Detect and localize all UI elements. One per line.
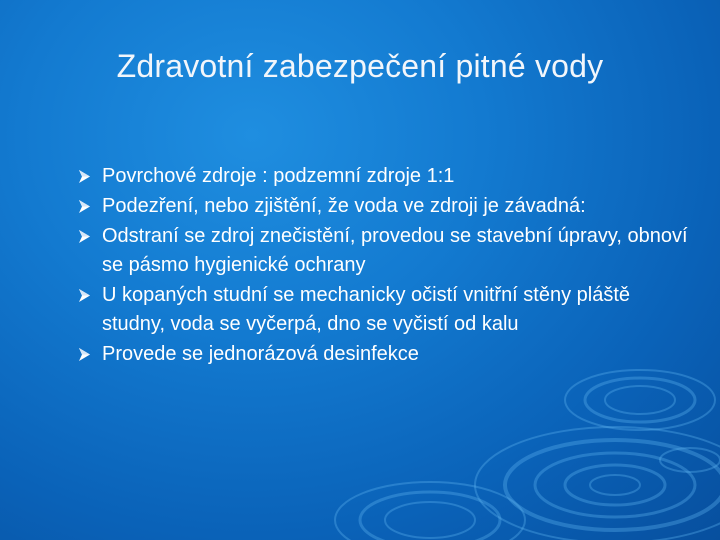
bullet-list <box>78 162 688 370</box>
arrow-bullet-icon <box>78 348 91 361</box>
bullet-text: Podezření, nebo zjištění, že voda ve zdroji je závadná: <box>102 195 586 217</box>
arrow-bullet-icon <box>78 170 91 183</box>
slide-title: Zdravotní zabezpečení pitné vody <box>116 48 604 84</box>
bullet-text: Provede se jednorázová desinfekce <box>102 343 419 365</box>
arrow-bullet-icon <box>78 289 91 302</box>
bullet-item <box>78 281 688 339</box>
bullet-text: Povrchové zdroje : podzemní zdroje 1:1 <box>102 165 455 187</box>
arrow-bullet-icon <box>78 230 91 243</box>
bullet-text: U kopaných studní se mechanicky očistí vnitřní stěny pláště studny, voda se vyčerpá, dno se vyčistí od kalu <box>102 284 631 335</box>
bullet-item <box>78 192 688 221</box>
bullet-item <box>78 340 688 369</box>
bullet-item <box>78 162 688 191</box>
arrow-bullet-icon <box>78 200 91 213</box>
bullet-text: Odstraní se zdroj znečistění, provedou se stavební úpravy, obnoví se pásmo hygienické ochrany <box>102 225 688 276</box>
bullet-item <box>78 222 688 280</box>
